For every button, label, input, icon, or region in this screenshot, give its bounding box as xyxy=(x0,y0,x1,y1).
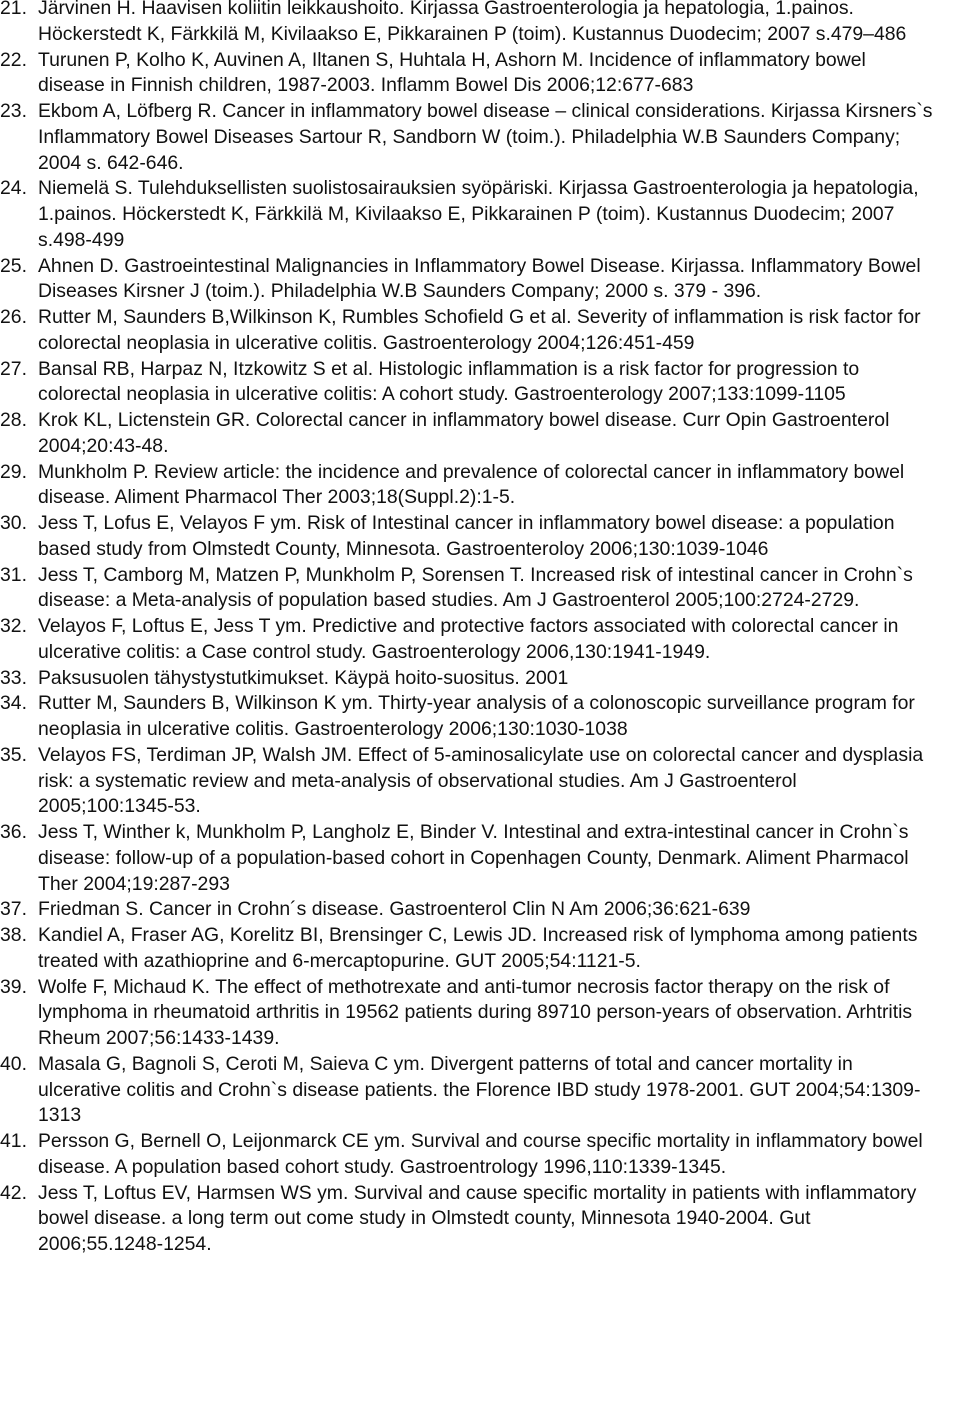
reference-number: 24. xyxy=(0,177,27,200)
reference-number: 39. xyxy=(0,975,27,998)
reference-text: Jess T, Loftus EV, Harmsen WS ym. Survival and cause specific mortality in patients with inflammatory bowel disease. a long term out come study in Olmstedt county, Minnesota 1940-2004. Gut 2006;55.1248-1254. xyxy=(38,1181,917,1255)
reference-item xyxy=(0,99,940,176)
reference-item xyxy=(0,176,940,253)
reference-text: Krok KL, Lictenstein GR. Colorectal cancer in inflammatory bowel disease. Curr Opin Gastroenterol 2004;20:43-48. xyxy=(38,409,890,457)
reference-text: Persson G, Bernell O, Leijonmarck CE ym. Survival and course specific mortality in inflammatory bowel disease. A population based cohort study. Gastroentrology 1996,110:1339-1345. xyxy=(38,1130,923,1178)
reference-text: Järvinen H. Haavisen koliitin leikkaushoito. Kirjassa Gastroenterologia ja hepatologia, 1.painos. Höckerstedt K, Färkkilä M, Kivilaakso E, Pikkarainen P (toim). Kustannus Duodecim; 2007 s.479–486 xyxy=(38,0,907,45)
reference-number: 34. xyxy=(0,692,27,715)
reference-item xyxy=(0,0,940,48)
reference-number: 38. xyxy=(0,924,27,946)
reference-text: Paksusuolen tähystystutkimukset. Käypä hoito-suositus. 2001 xyxy=(38,666,569,689)
reference-text: Masala G, Bagnoli S, Ceroti M, Saieva C ym. Divergent patterns of total and cancer mortality in ulcerative colitis and Crohn`s disease patients. the Florence IBD study 1978-2001. GUT 2004;54:1309-1313 xyxy=(38,1052,921,1127)
reference-item xyxy=(0,897,940,923)
reference-number: 28. xyxy=(0,409,27,431)
reference-number: 23. xyxy=(0,100,27,122)
reference-item xyxy=(0,923,940,975)
reference-text: Munkholm P. Review article: the incidence and prevalence of colorectal cancer in inflammatory bowel disease. Aliment Pharmacol Ther 2003;18(Suppl.2):1-5. xyxy=(38,460,905,509)
reference-number: 33. xyxy=(0,666,27,689)
reference-text: Velayos F, Loftus E, Jess T ym. Predictive and protective factors associated with colorectal cancer in ulcerative colitis: a Case control study. Gastroenterology 2006,130:1941-1949. xyxy=(38,615,899,663)
reference-number: 31. xyxy=(0,563,27,586)
reference-item xyxy=(0,1181,940,1258)
reference-number: 42. xyxy=(0,1181,27,1204)
reference-item xyxy=(0,691,940,743)
reference-number: 32. xyxy=(0,615,27,637)
reference-text: Kandiel A, Fraser AG, Korelitz BI, Brensinger C, Lewis JD. Increased risk of lymphoma among patients treated with azathioprine and 6-mercaptopurine. GUT 2005;54:1121-5. xyxy=(38,924,918,972)
reference-text: Jess T, Lofus E, Velayos F ym. Risk of Intestinal cancer in inflammatory bowel disease: a population based study from Olmstedt County, Minnesota. Gastroenteroloy 2006;130:1039-1046 xyxy=(38,512,895,560)
reference-number: 22. xyxy=(0,48,27,71)
reference-item xyxy=(0,305,940,357)
reference-text: Jess T, Winther k, Munkholm P, Langholz E, Binder V. Intestinal and extra-intestinal cancer in Crohn`s disease: follow-up of a population-based cohort in Copenhagen County, Denmark. Aliment Pharmacol Ther 2004;19:287-293 xyxy=(38,821,909,895)
reference-item xyxy=(0,357,940,409)
reference-item xyxy=(0,408,940,460)
reference-item xyxy=(0,614,940,666)
reference-item xyxy=(0,1052,940,1129)
reference-item xyxy=(0,666,940,692)
reference-item xyxy=(0,743,940,820)
reference-number: 29. xyxy=(0,460,27,483)
reference-text: Ekbom A, Löfberg R. Cancer in inflammatory bowel disease – clinical considerations. Kirjassa Kirsners`s Inflammatory Bowel Diseases Sartour R, Sandborn W (toim.). Philadelphia W.B Saunders Company; 2004 s. 642-646. xyxy=(38,100,933,174)
reference-text: Ahnen D. Gastroeintestinal Malignancies in Inflammatory Bowel Disease. Kirjassa. Inflammatory Bowel Diseases Kirsner J (toim.). Philadelphia W.B Saunders Company; 2000 s. 379 - 396. xyxy=(38,254,921,303)
reference-item xyxy=(0,48,940,100)
reference-text: Velayos FS, Terdiman JP, Walsh JM. Effect of 5-aminosalicylate use on colorectal cancer and dysplasia risk: a systematic review and meta-analysis of observational studies. Am J Gastroenterol 2005;100:1345-53. xyxy=(38,743,924,818)
reference-item xyxy=(0,975,940,1052)
reference-text: Wolfe F, Michaud K. The effect of methotrexate and anti-tumor necrosis factor therapy on the risk of lymphoma in rheumatoid arthritis in 19562 patients during 89710 person-years of observation. Arhtritis Rheum 2007;56:1433-1439. xyxy=(38,975,913,1049)
reference-number: 37. xyxy=(0,898,27,921)
reference-item xyxy=(0,460,940,512)
reference-item xyxy=(0,1129,940,1181)
reference-number: 26. xyxy=(0,306,27,328)
reference-number: 30. xyxy=(0,512,27,534)
reference-number: 21. xyxy=(0,0,27,19)
reference-text: Niemelä S. Tulehduksellisten suolistosairauksien syöpäriski. Kirjassa Gastroenterologia ja hepatologia, 1.painos. Höckerstedt K, Färkkilä M, Kivilaakso E, Pikkarainen P (toim). Kustannus Duodecim; 2007 s.498-499 xyxy=(38,177,919,251)
reference-number: 36. xyxy=(0,821,27,843)
reference-item xyxy=(0,511,940,563)
reference-number: 40. xyxy=(0,1052,27,1075)
reference-text: Bansal RB, Harpaz N, Itzkowitz S et al. Histologic inflammation is a risk factor for progression to colorectal neoplasia in ulcerative colitis: A cohort study. Gastroenterology 2007;133:1099-1105 xyxy=(38,357,860,406)
reference-number: 35. xyxy=(0,743,27,766)
reference-item xyxy=(0,820,940,897)
reference-number: 25. xyxy=(0,254,27,277)
reference-number: 41. xyxy=(0,1130,27,1152)
reference-number: 27. xyxy=(0,357,27,380)
reference-text: Turunen P, Kolho K, Auvinen A, Iltanen S, Huhtala H, Ashorn M. Incidence of inflammatory bowel disease in Finnish children, 1987-2003. Inflamm Bowel Dis 2006;12:677-683 xyxy=(38,48,866,97)
reference-text: Rutter M, Saunders B, Wilkinson K ym. Thirty-year analysis of a colonoscopic surveillance program for neoplasia in ulcerative colitis. Gastroenterology 2006;130:1030-1038 xyxy=(38,692,915,740)
reference-text: Rutter M, Saunders B,Wilkinson K, Rumbles Schofield G et al. Severity of inflammation is risk factor for colorectal neoplasia in ulcerative colitis. Gastroenterology 2004;126:451-459 xyxy=(38,306,921,354)
reference-item xyxy=(0,563,940,615)
reference-item xyxy=(0,254,940,306)
reference-text: Jess T, Camborg M, Matzen P, Munkholm P, Sorensen T. Increased risk of intestinal cancer in Crohn`s disease: a Meta-analysis of population based studies. Am J Gastroenterol 2005;100:2724-2729. xyxy=(38,563,913,612)
reference-text: Friedman S. Cancer in Crohn´s disease. Gastroenterol Clin N Am 2006;36:621-639 xyxy=(38,898,751,921)
